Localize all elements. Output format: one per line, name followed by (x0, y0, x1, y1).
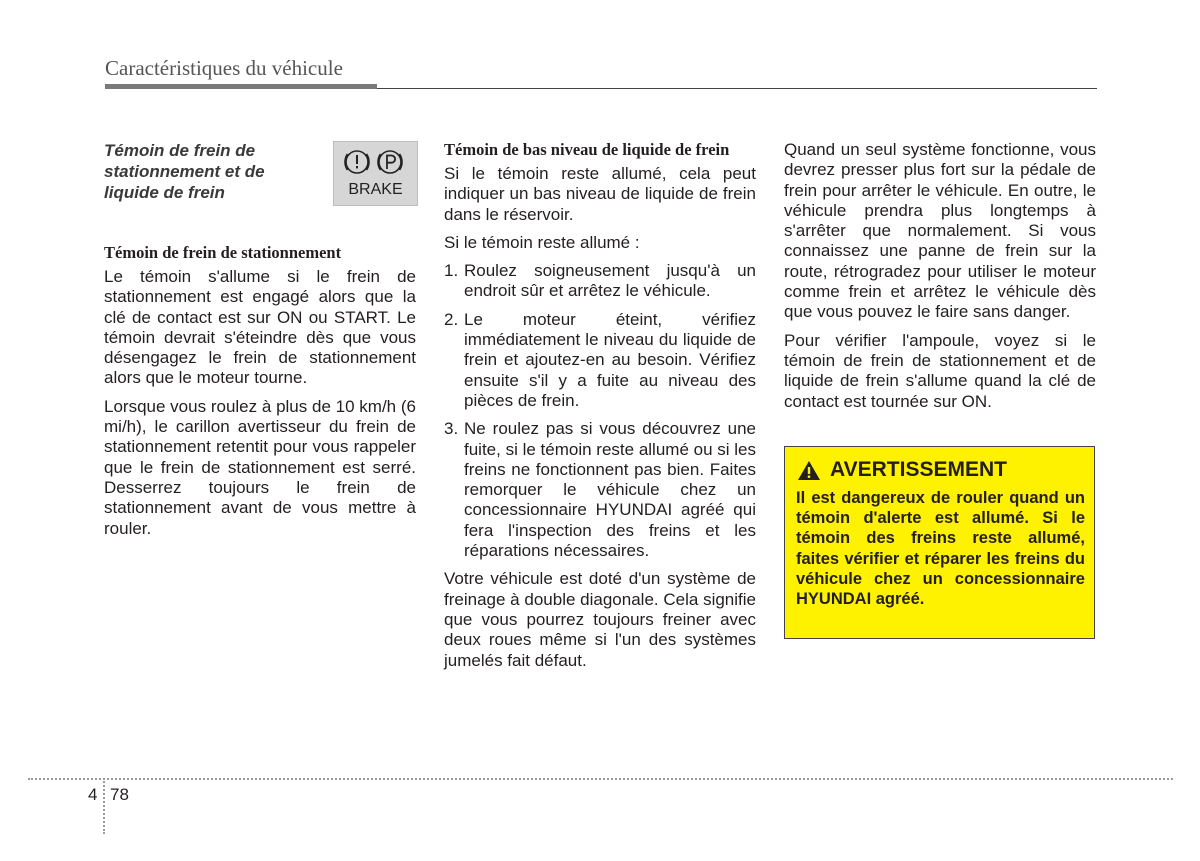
step-text: Roulez soigneusement jusqu'à un endroit sûr et arrêtez le véhicule. (464, 261, 756, 301)
footer-divider (103, 778, 105, 834)
paragraph: Le témoin s'allume si le frein de stationnement est engagé alors que la clé de contact est sur ON ou START. Le témoin devrait s'éteindre dès que vous désengagez le frein de stationnement alors que le moteur tourne. (104, 267, 416, 388)
column-right (784, 140, 1096, 420)
warning-title-text: AVERTISSEMENT (830, 458, 1007, 481)
list-item (444, 261, 756, 302)
footer-rule (28, 778, 1173, 780)
paragraph: Pour vérifier l'ampoule, voyez si le témoin de frein de stationnement et de liquide de frein s'allume quand la clé de contact est tournée sur ON. (784, 330, 1096, 411)
list-item (444, 419, 756, 561)
paragraph: Lorsque vous roulez à plus de 10 km/h (6 mi/h), le carillon avertisseur du frein de stationnement retentit pour vous rappeler que le frein de stationnement est serré. Desserrez toujours le frein de stationnement avant de vous mettre à rouler. (104, 396, 416, 538)
warning-title (797, 458, 1007, 482)
brake-warning-icon (333, 141, 418, 206)
subhead-low-fluid: Témoin de bas niveau de liquide de frein (444, 140, 730, 159)
brake-symbols-icon (334, 142, 417, 205)
section-title: Témoin de frein de stationnement et de liquide de frein (104, 141, 265, 202)
page-number: 78 (110, 785, 129, 804)
column-middle (444, 140, 756, 679)
step-number: 1. (444, 261, 459, 281)
header-accent-bar (105, 84, 377, 89)
paragraph: Votre véhicule est doté d'un système de freinage à double diagonale. Cela signifie que vous pourrez toujours freiner avec deux roues même si l'un des systèmes jumelés fait défaut. (444, 569, 756, 670)
paragraph: Si le témoin reste allumé, cela peut indiquer un bas niveau de liquide de frein dans le réservoir. (444, 164, 756, 224)
paragraph: Quand un seul système fonctionne, vous devrez presser plus fort sur la pédale de frein pour arrêter le véhicule. En outre, le véhicule prendra plus longtemps à s'arrêter que normalement. Si vous connaissez une panne de frein sur la route, rétrogradez pour utiliser le moteur comme frein et arrêtez le véhicule dès que vous pouvez le faire sans danger. (784, 140, 1096, 322)
step-text: Ne roulez pas si vous découvrez une fuite, si le témoin reste allumé ou si les freins ne fonctionnent pas bien. Faites remorquer le véhicule chez un concessionnaire HYUNDAI agréé qui fera l'inspection des freins et les réparations nécessaires. (464, 419, 756, 561)
step-text: Le moteur éteint, vérifiez immédiatement le niveau du liquide de frein et ajoutez-en au besoin. Vérifiez ensuite s'il y a fuite au niveau des pièces de frein. (464, 309, 756, 410)
warning-triangle-icon (797, 460, 821, 481)
page-header-title: Caractéristiques du véhicule (105, 56, 343, 80)
list-item (444, 310, 756, 411)
subhead-parking-brake: Témoin de frein de stationnement (104, 243, 342, 262)
brake-label: BRAKE (348, 181, 403, 198)
column-left (104, 140, 416, 547)
paragraph: Si le témoin reste allumé : (444, 232, 640, 252)
warning-text: Il est dangereux de rouler quand un témoin d'alerte est allumé. Si le témoin des freins reste allumé, faites vérifier et réparer les freins du véhicule chez un concessionnaire HYUNDAI agréé. (796, 489, 1085, 609)
warning-box (784, 446, 1095, 639)
steps-list (444, 261, 756, 561)
step-number: 3. (444, 419, 459, 439)
chapter-number: 4 (88, 785, 98, 804)
header-rule (377, 88, 1097, 89)
step-number: 2. (444, 309, 459, 329)
